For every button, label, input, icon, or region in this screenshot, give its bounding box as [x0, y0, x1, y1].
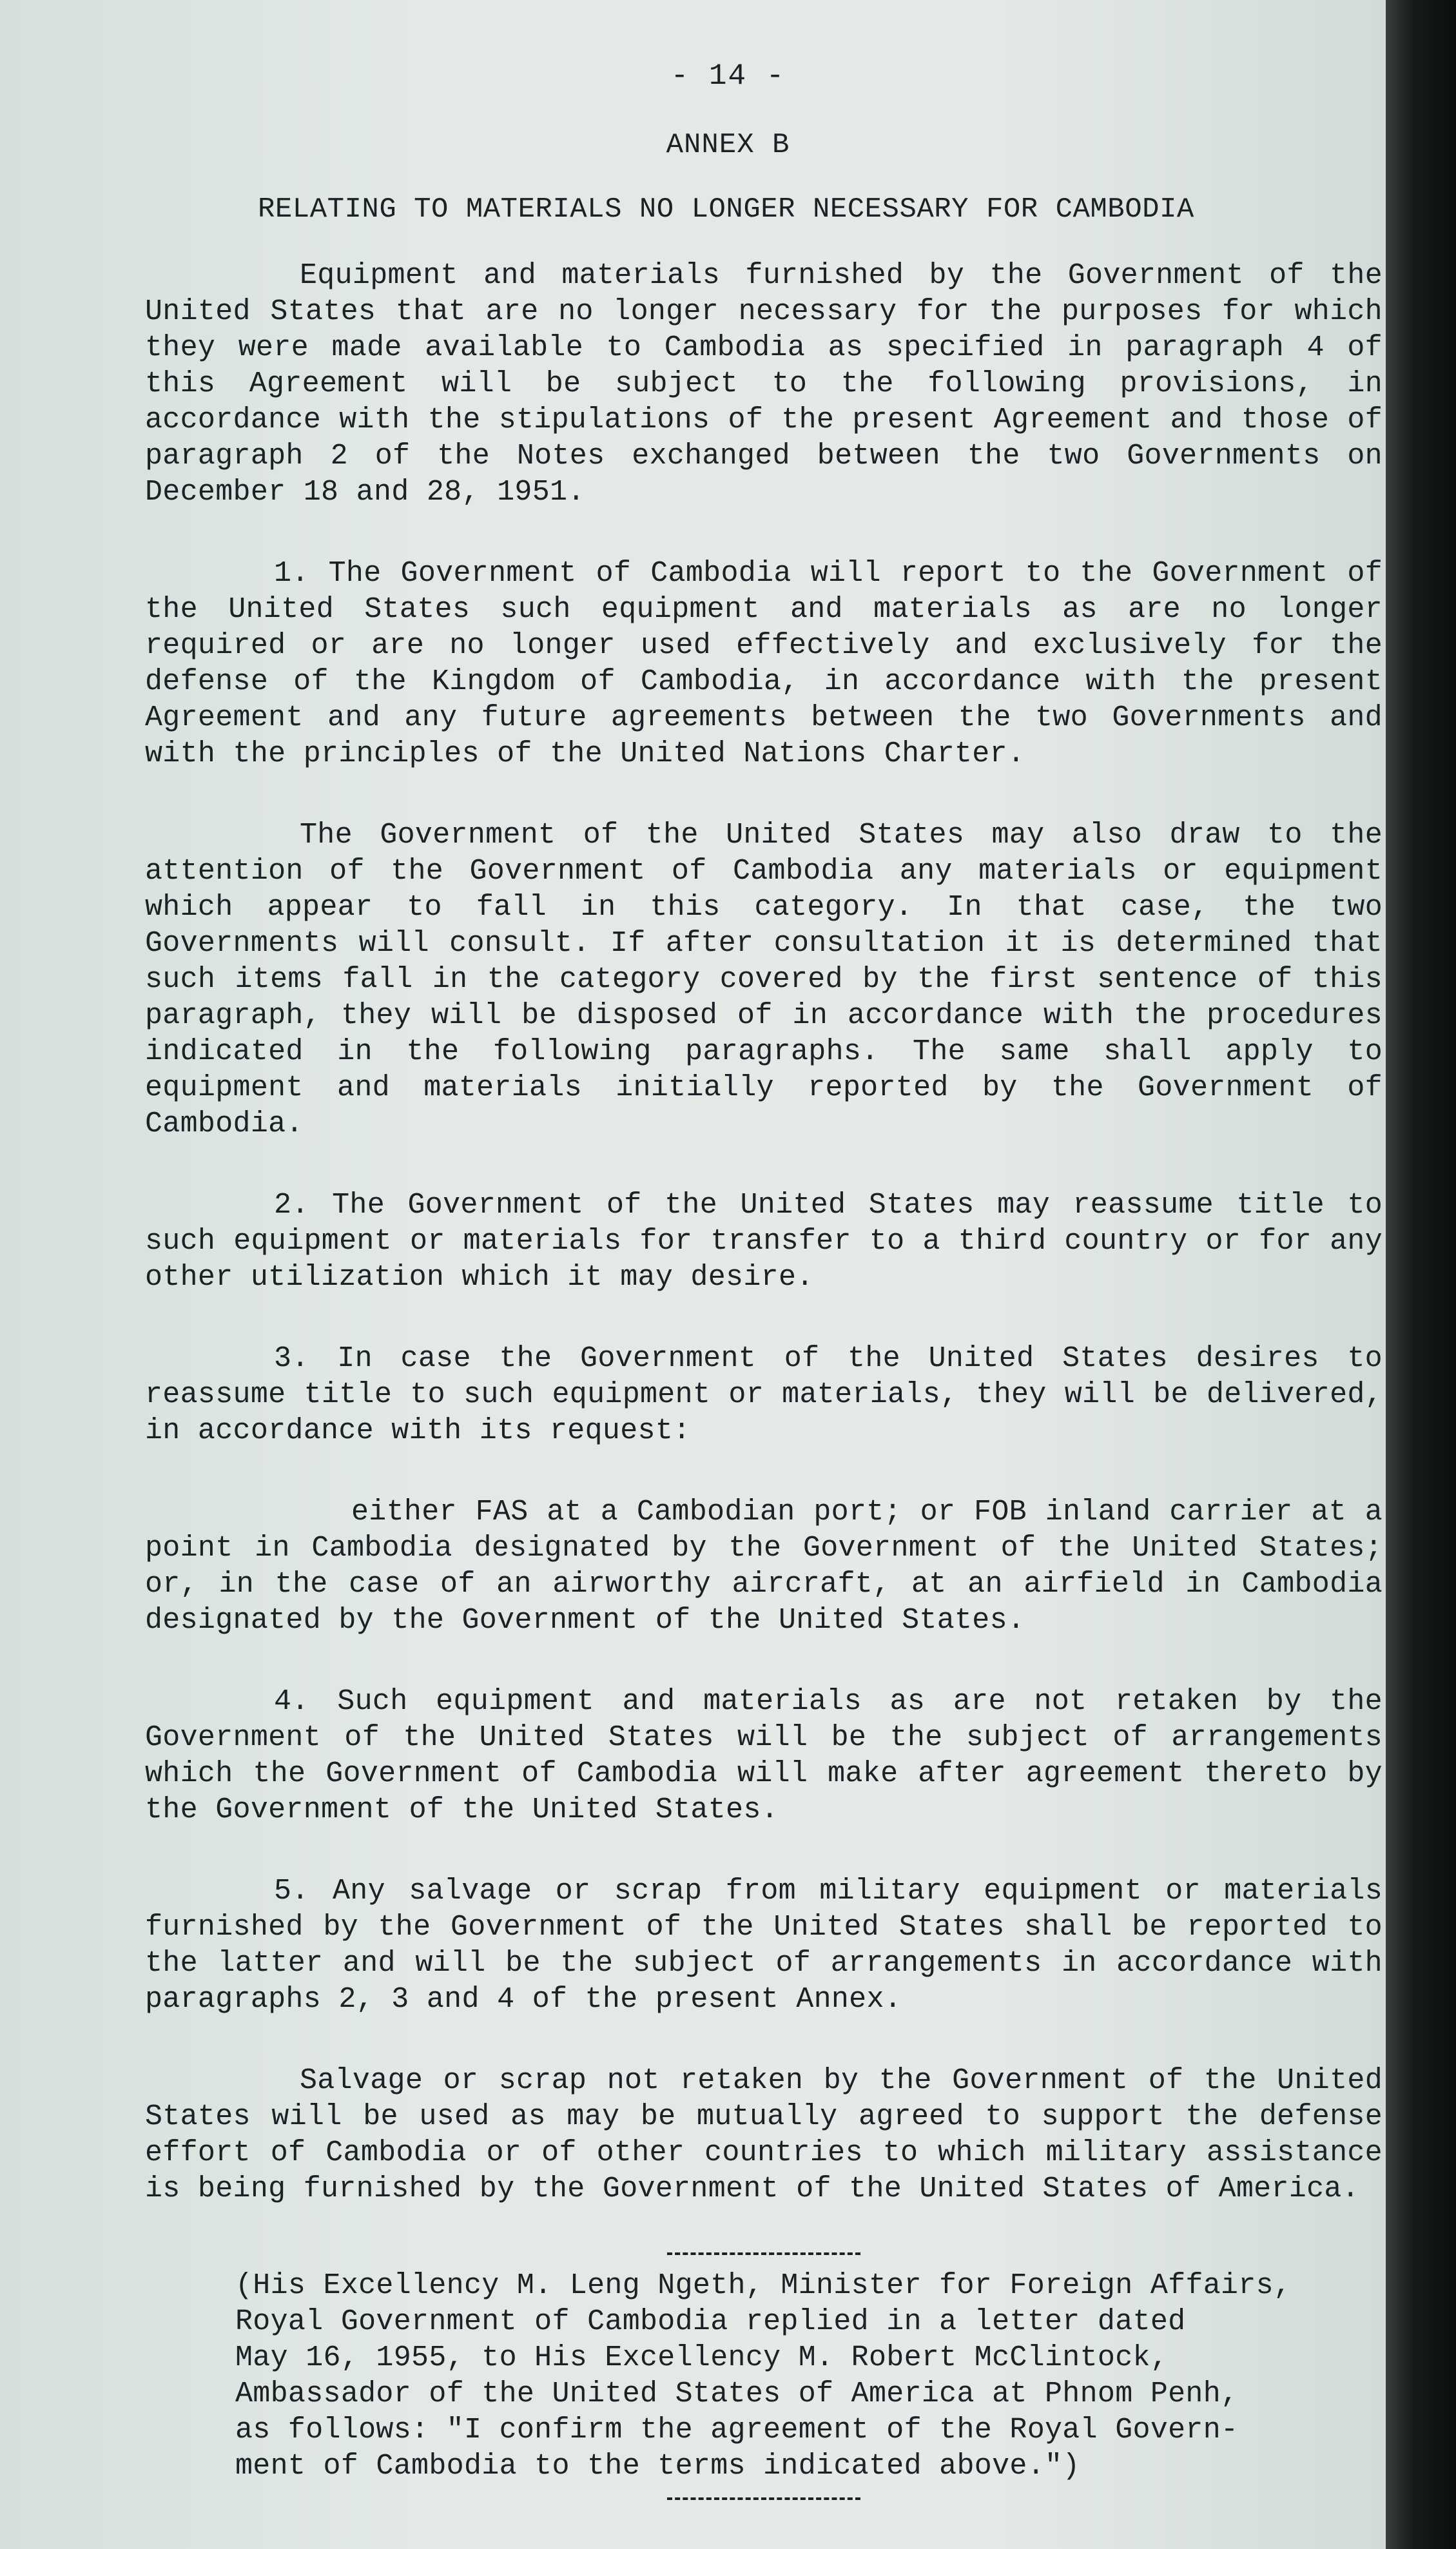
reply-note-line: (His Excellency M. Leng Ngeth, Minister for Foreign Affairs,	[235, 2269, 1292, 2302]
separator-rule-bottom	[667, 2497, 860, 2500]
reply-note-line: May 16, 1955, to His Excellency M. Robert McClintock,	[235, 2341, 1169, 2374]
reply-note-line: Royal Government of Cambodia replied in a letter dated	[235, 2305, 1186, 2338]
reply-note-line: ment of Cambodia to the terms indicated above.")	[235, 2450, 1080, 2483]
paragraph-1: 1. The Government of Cambodia will report to the Government of the United States such equipment and materials as are no longer required or are no longer used effectively and exclusively for the defense of the Kingdom of Cambodia, in accordance with the present Agreement and any future agreements between the two Governments and with the principles of the United Nations Charter.	[145, 557, 1383, 770]
page-number: - 14 -	[670, 59, 786, 93]
intro-paragraph: Equipment and materials furnished by the Government of the United States that are no longer necessary for the purposes for which they were made available to Cambodia as specified in paragraph 4 of this Agreement will be subject to the following provisions, in accordance with the stipulations of the present Agreement and those of paragraph 2 of the Notes exchanged between the two Governments on December 18 and 28, 1951.	[145, 259, 1383, 509]
paragraph-4: 4. Such equipment and materials as are not retaken by the Government of the United States will be the subject of arrangements which the Government of Cambodia will make after agreement thereto by the Government of the United States.	[145, 1685, 1383, 1826]
reply-note	[145, 2268, 1383, 2485]
paragraph-3-delivery-options: either FAS at a Cambodian port; or FOB inland carrier at a point in Cambodia designated by the Government of the United States; or, in the case of an airworthy aircraft, at an airfield in Cambodia designated by the Government of the United States.	[145, 1496, 1383, 1637]
reply-note-line: Ambassador of the United States of America at Phnom Penh,	[235, 2378, 1239, 2410]
paragraph-3: 3. In case the Government of the United States desires to reassume title to such equipment or materials, they will be delivered, in accordance with its request:	[145, 1342, 1383, 1447]
page-edge-shadow	[1386, 0, 1456, 2549]
paragraph-5-continued: Salvage or scrap not retaken by the Government of the United States will be used as may be mutually agreed to support the defense effort of Cambodia or of other countries to which military assistance is being furnished by the Government of the United States of America.	[145, 2064, 1383, 2205]
document-body	[145, 258, 1383, 2513]
separator-rule-top	[667, 2252, 860, 2255]
paragraph-1-continued: The Government of the United States may also draw to the attention of the Government of Cambodia any materials or equipment which appear to fall in this category. In that case, the two Governments will consult. If after consultation it is determined that such items fall in the category covered by the first sentence of this paragraph, they will be disposed of in accordance with the procedures indicated in the following paragraphs. The same shall apply to equipment and materials initially reported by the Government of Cambodia.	[145, 819, 1383, 1140]
paragraph-5: 5. Any salvage or scrap from military equipment or materials furnished by the Government of the United States shall be reported to the latter and will be the subject of arrangements in accordance with paragraphs 2, 3 and 4 of the present Annex.	[145, 1875, 1383, 2016]
annex-title: ANNEX B	[666, 129, 790, 161]
annex-subtitle: RELATING TO MATERIALS NO LONGER NECESSARY FOR CAMBODIA	[258, 193, 1194, 226]
paragraph-2: 2. The Government of the United States may reassume title to such equipment or materials for transfer to a third country or for any other utilization which it may desire.	[145, 1189, 1383, 1294]
reply-note-line: as follows: "I confirm the agreement of the Royal Govern-	[235, 2414, 1239, 2446]
